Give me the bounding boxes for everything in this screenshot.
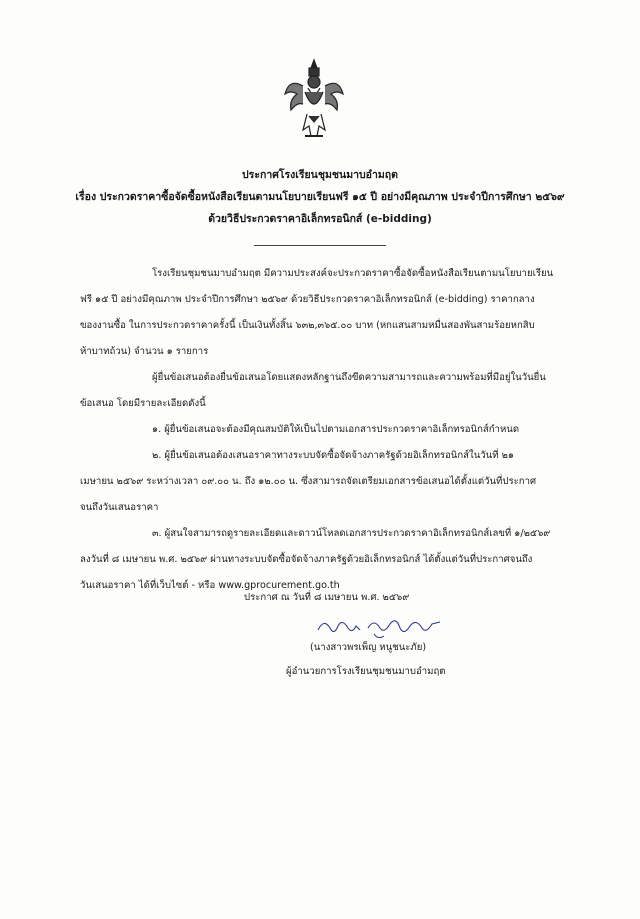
title-divider [254,245,386,246]
item-3-line-2: ลงวันที่ ๘ เมษายน พ.ศ. ๒๕๖๙ ผ่านทางระบบจัดซื้อจัดจ้างภาครัฐด้วยอิเล็กทรอนิกส์ ได้ตั้งแต่วันที่ประกาศจนถึง [80,554,533,565]
item-1: ๑. ผู้ยื่นข้อเสนอจะต้องมีคุณสมบัติให้เป็นไปตามเอกสารประกวดราคาอิเล็กทรอนิกส์กำหนด [152,424,520,435]
signer-position: ผู้อำนวยการโรงเรียนชุมชนมาบอำมฤต [286,666,446,677]
handwritten-signature [314,612,446,642]
item-3-line-1: ๓. ผู้สนใจสามารถดูรายละเอียดและดาวน์โหลดเอกสารประกวดราคาอิเล็กทรอนิกส์เลขที่ ๑/๒๕๖๙ [152,528,551,539]
item-2-line-2: เมษายน ๒๕๖๙ ระหว่างเวลา ๐๙.๐๐ น. ถึง ๑๒.๐๐ น. ซึ่งสามารถจัดเตรียมเอกสารข้อเสนอได้ตั้งแต่วันที่ประกาศ [80,476,537,487]
garuda-emblem-icon [281,56,347,144]
paragraph-1-line-2: ฟรี ๑๕ ปี อย่างมีคุณภาพ ประจำปีการศึกษา ๒๕๖๙ ด้วยวิธีประกวดราคาอิเล็กทรอนิกส์ (e-bidding) ราคากลาง [80,294,535,305]
item-3-line-3-prefix: วันเสนอราคา ได้ที่เว็บไซต์ - หรือ [80,580,216,591]
paragraph-1-line-3: ของงานซื้อ ในการประกวดราคาครั้งนี้ เป็นเงินทั้งสิ้น ๖๓๒,๓๖๕.๐๐ บาท (หกแสนสามหมื่นสองพันสามร้อยหกสิบ [80,320,535,331]
announcement-method: ด้วยวิธีประกวดราคาอิเล็กทรอนิกส์ (e-bidding) [208,213,432,225]
paragraph-1-line-4: ห้าบาทถ้วน) จำนวน ๑ รายการ [80,346,209,357]
paragraph-2-line-1: ผู้ยื่นข้อเสนอต้องยื่นข้อเสนอโดยแสดงหลักฐานถึงขีดความสามารถและความพร้อมที่มีอยู่ในวันยื่น [152,372,546,383]
announcement-subject: เรื่อง ประกวดราคาซื้อจัดซื้อหนังสือเรียนตามนโยบายเรียนฟรี ๑๕ ปี อย่างมีคุณภาพ ประจำปีการศึกษา ๒๕๖๙ [75,191,565,203]
item-2-line-1: ๒. ผู้ยื่นข้อเสนอต้องเสนอราคาทางระบบจัดซื้อจัดจ้างภาครัฐด้วยอิเล็กทรอนิกส์ในวันที่ ๒๑ [152,450,515,461]
announcement-title: ประกาศโรงเรียนชุมชนมาบอำมฤต [242,169,398,181]
item-2-line-3: จนถึงวันเสนอราคา [80,502,159,513]
gprocurement-link[interactable]: www.gprocurement.go.th [218,580,340,591]
paragraph-1-line-1: โรงเรียนชุมชนมาบอำมฤต มีความประสงค์จะประกวดราคาซื้อจัดซื้อหนังสือเรียนตามนโยบายเรียน [152,268,554,279]
signer-name: (นางสาวพรเพ็ญ หนูชนะภัย) [310,642,427,653]
announce-date: ประกาศ ณ วันที่ ๘ เมษายน พ.ศ. ๒๕๖๙ [244,592,410,603]
paragraph-2-line-2: ข้อเสนอ โดยมีรายละเอียดดังนี้ [80,398,206,409]
